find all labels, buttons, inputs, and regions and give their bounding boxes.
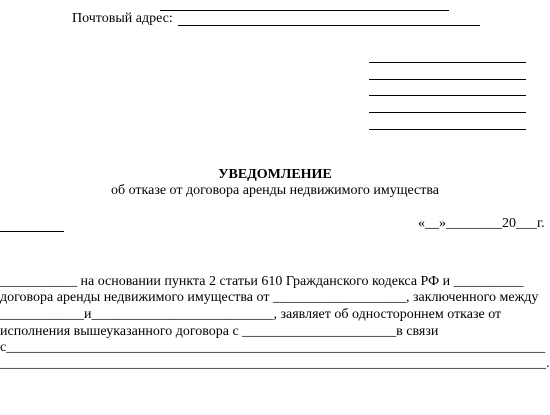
place-blank [0, 231, 64, 232]
postal-address-label: Почтовый адрес: [72, 11, 173, 26]
recipient-line-1 [369, 62, 526, 63]
body-line-1: ___________ на основании пункта 2 статьи 610 Гражданского кодекса РФ и __________ [0, 274, 524, 289]
recipient-line-2 [369, 79, 526, 80]
top-blank-line [160, 10, 449, 11]
body-line-5: с_____________________________________________________________________________ [0, 340, 546, 355]
body-line-3: ____________и__________________________, заявляет об одностороннем отказе от [0, 307, 502, 322]
postal-address-blank [178, 25, 480, 26]
recipient-line-3 [369, 95, 526, 96]
recipient-line-4 [369, 112, 526, 113]
recipient-line-5 [369, 129, 526, 130]
document-title: УВЕДОМЛЕНИЕ [218, 167, 332, 182]
body-line-4: исполнения вышеуказанного договора с ______________________в связи [0, 324, 439, 339]
body-line-6: ______________________________________________________________________________. [0, 356, 550, 371]
date-line: «__»________20___г. [418, 216, 545, 231]
body-line-2: договора аренды недвижимого имущества от ___________________, заключенного между [0, 290, 539, 305]
document-subtitle: об отказе от договора аренды недвижимого имущества [110, 183, 440, 198]
